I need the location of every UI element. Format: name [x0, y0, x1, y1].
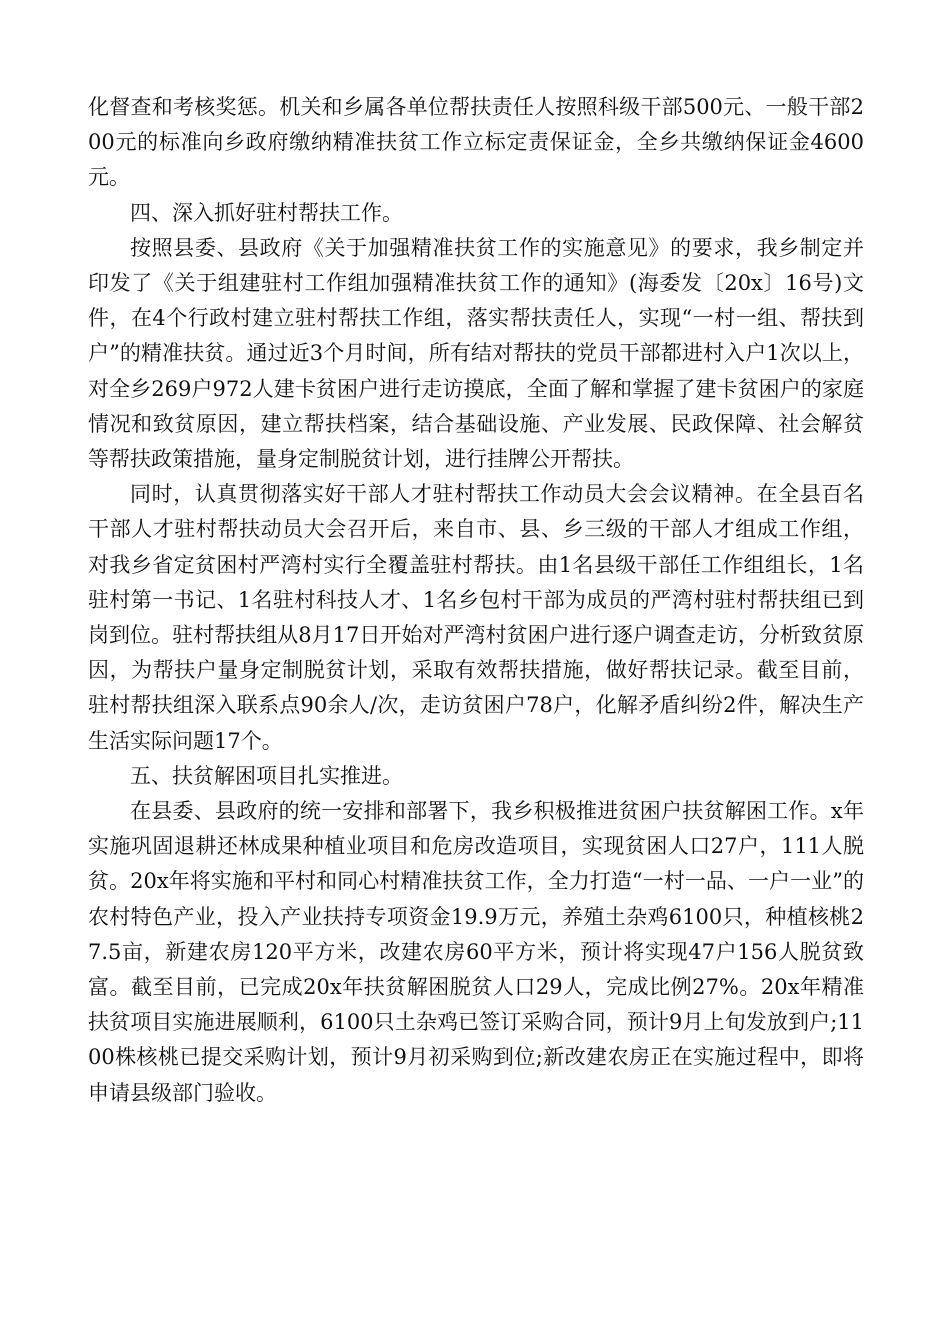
heading-section-four: 四、深入抓好驻村帮扶工作。 — [130, 200, 403, 225]
paragraph-supervision-bonds: 化督查和考核奖惩。机关和乡属各单位帮扶责任人按照科级干部500元、一般干部200元的标准向乡政府缴纳精准扶贫工作立标定责保证金，全乡共缴纳保证金4600元。 — [88, 95, 864, 190]
paragraph-poverty-projects: 在县委、县政府的统一安排和部署下，我乡积极推进贫困户扶贫解困工作。x年实施巩固退耕还林成果种植业项目和危房改造项目，实现贫困人口27户，111人脱贫。20x年将实施和平村和同心村精准扶贫工作，全力打造“一村一品、一户一业”的农村特色产业，投入产业扶持专项资金19.9万元，养殖土杂鸡6100只，种植核桃27.5亩，新建农房120平方米，改建农房60平方米，预计将实现47户156人脱贫致富。截至目前，已完成20x年扶贫解困脱贫人口29人，完成比例27%。20x年精准扶贫项目实施进展顺利，6100只土杂鸡已签订采购合同，预计9月上旬发放到户;1100株核桃已提交采购计划，预计9月初采购到位;新改建农房正在实施过程中，即将申请县级部门验收。 — [88, 799, 864, 1105]
paragraph-village-work-groups: 按照县委、县政府《关于加强精准扶贫工作的实施意见》的要求，我乡制定并印发了《关于组建驻村工作组加强精准扶贫工作的通知》(海委发〔20x〕16号)文件，在4个行政村建立驻村帮扶工作组，落实帮扶责任人，实现“一村一组、帮扶到户”的精准扶贫。通过近3个月时间，所有结对帮扶的党员干部都进村入户1次以上，对全乡269户972人建卡贫困户进行走访摸底，全面了解和掌握了建卡贫困户的家庭情况和致贫原因，建立帮扶档案，结合基础设施、产业发展、民政保障、社会解贫等帮扶政策措施，量身定制脱贫计划，进行挂牌公开帮扶。 — [88, 235, 864, 472]
paragraph-cadre-mobilization: 同时，认真贯彻落实好干部人才驻村帮扶工作动员大会会议精神。在全县百名干部人才驻村帮扶动员大会召开后，来自市、县、乡三级的干部人才组成工作组，对我乡省定贫困村严湾村实行全覆盖驻村帮扶。由1名县级干部任工作组组长，1名驻村第一书记、1名驻村科技人才、1名乡包村干部为成员的严湾村驻村帮扶组已到岗到位。驻村帮扶组从8月17日开始对严湾村贫困户进行逐户调查走访，分析致贫原因，为帮扶户量身定制脱贫计划，采取有效帮扶措施，做好帮扶记录。截至目前，驻村帮扶组深入联系点90余人/次，走访贫困户78户，化解矛盾纠纷2件，解决生产生活实际问题17个。 — [88, 482, 864, 753]
heading-section-five: 五、扶贫解困项目扎实推进。 — [130, 763, 403, 788]
document-body — [88, 90, 864, 1111]
